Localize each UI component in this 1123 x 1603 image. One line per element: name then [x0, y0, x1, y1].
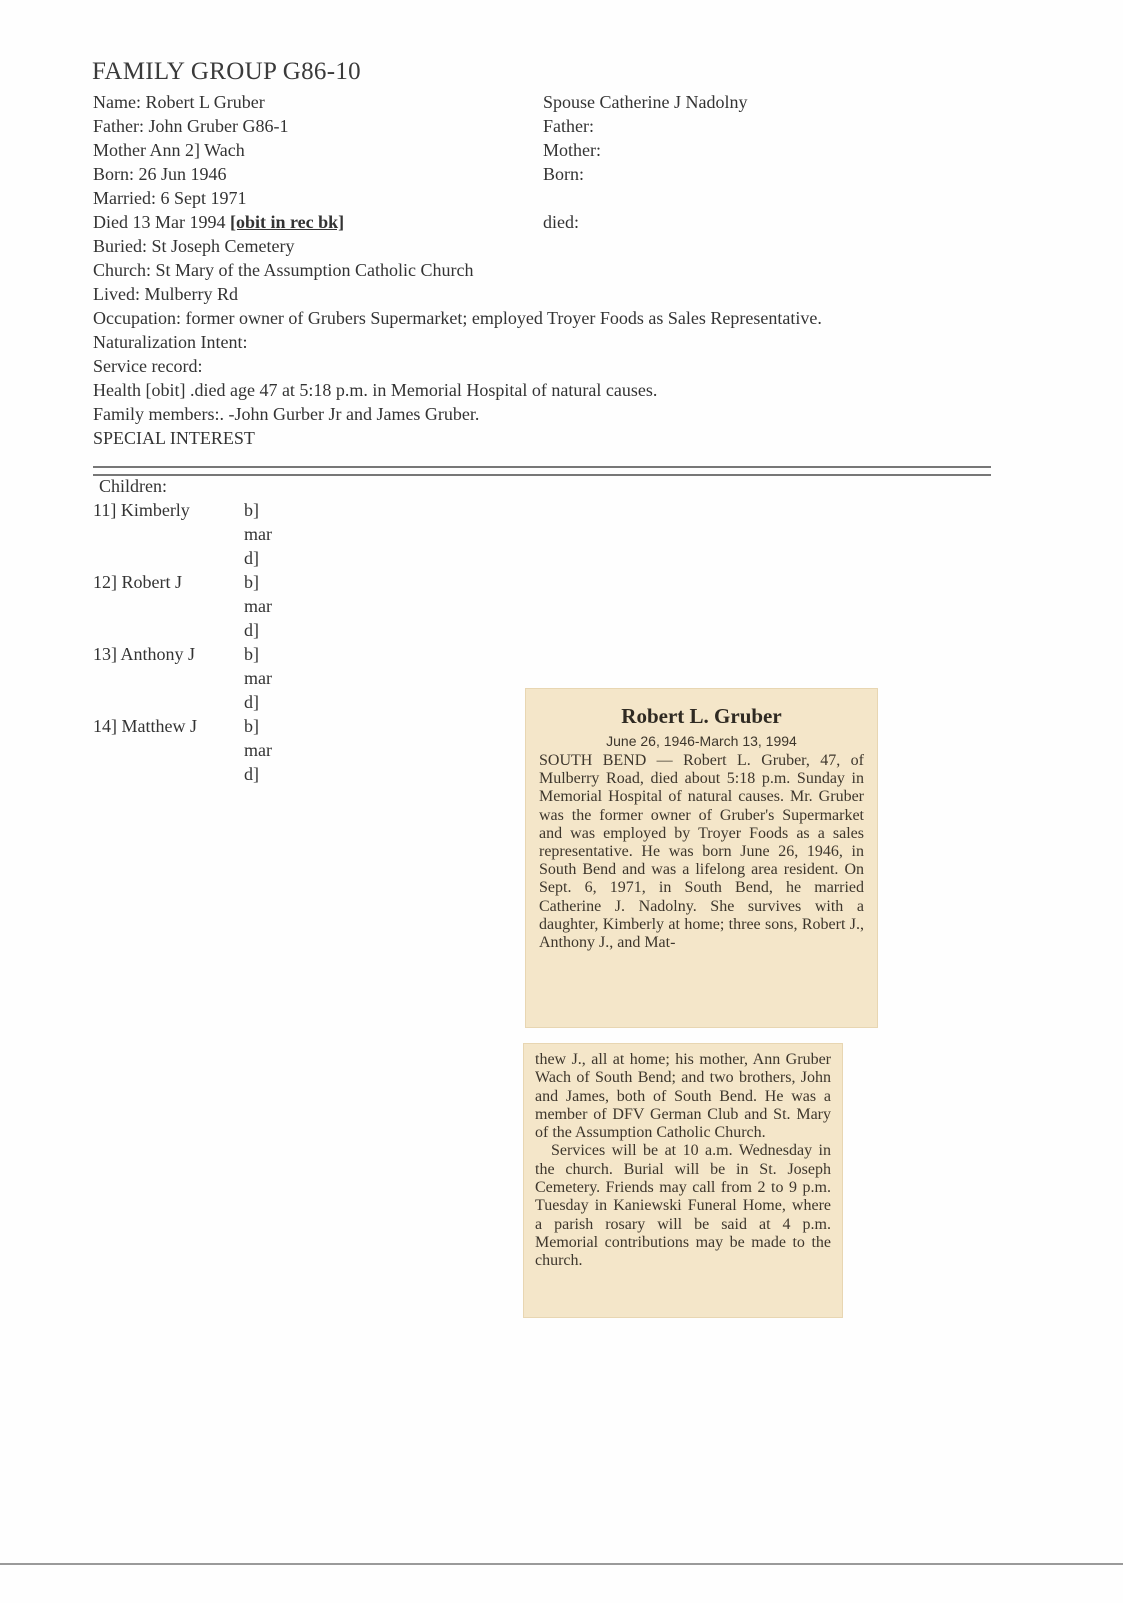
child-name: 12] Robert J	[93, 572, 182, 592]
spouse-father-field: Father:	[543, 116, 594, 136]
child-marriage: mar	[244, 668, 272, 688]
mother-field: Mother Ann 2] Wach	[93, 140, 245, 160]
name-field: Name: Robert L Gruber	[93, 92, 265, 112]
married-field: Married: 6 Sept 1971	[93, 188, 247, 208]
naturalization-field: Naturalization Intent:	[93, 332, 248, 352]
child-marriage: mar	[244, 596, 272, 616]
child-name: 14] Matthew J	[93, 716, 197, 736]
child-name: 13] Anthony J	[93, 644, 196, 664]
obituary-clipping-part-1	[525, 688, 878, 1028]
page-bottom-rule	[0, 1563, 1123, 1565]
died-field-text: Died 13 Mar 1994	[93, 212, 226, 232]
child-birth: b]	[244, 572, 259, 592]
special-interest-field: SPECIAL INTEREST	[93, 428, 255, 448]
child-marriage: mar	[244, 740, 272, 760]
father-field: Father: John Gruber G86-1	[93, 116, 289, 136]
health-field: Health [obit] .died age 47 at 5:18 p.m. in Memorial Hospital of natural causes.	[93, 380, 658, 400]
child-death: d]	[244, 620, 259, 640]
spouse-mother-field: Mother:	[543, 140, 601, 160]
child-death: d]	[244, 692, 259, 712]
died-field	[93, 211, 344, 233]
family-members-field: Family members:. -John Gurber Jr and James Gruber.	[93, 404, 480, 424]
born-field: Born: 26 Jun 1946	[93, 164, 227, 184]
obituary-text	[539, 752, 864, 952]
child-birth: b]	[244, 500, 259, 520]
child-name: 11] Kimberly	[93, 500, 190, 520]
obituary-clipping-part-2	[523, 1043, 843, 1318]
obituary-headline: Robert L. Gruber	[621, 704, 782, 728]
occupation-field: Occupation: former owner of Grubers Supermarket; employed Troyer Foods as Sales Representative.	[93, 308, 822, 328]
spouse-field: Spouse Catherine J Nadolny	[543, 92, 748, 112]
child-birth: b]	[244, 716, 259, 736]
child-marriage: mar	[244, 524, 272, 544]
service-record-field: Service record:	[93, 356, 203, 376]
children-header: Children:	[99, 476, 167, 496]
church-field: Church: St Mary of the Assumption Catholic Church	[93, 260, 474, 280]
obituary-dates: June 26, 1946-March 13, 1994	[606, 733, 797, 749]
page-title: FAMILY GROUP G86-10	[92, 58, 361, 85]
lived-field: Lived: Mulberry Rd	[93, 284, 238, 304]
child-birth: b]	[244, 644, 259, 664]
spouse-died-field: died:	[543, 212, 579, 232]
child-death: d]	[244, 764, 259, 784]
obituary-paragraph: Services will be at 10 a.m. Wednesday in the church. Burial will be in St. Joseph Cemetery. Friends may call from 2 to 9 p.m. Tuesday in Kaniewski Funeral Home, where a parish rosary will be said at 4 p.m. Memorial contributions may be made to the church.	[535, 1142, 831, 1270]
buried-field: Buried: St Joseph Cemetery	[93, 236, 295, 256]
obituary-paragraph: SOUTH BEND — Robert L. Gruber, 47, of Mulberry Road, died about 5:18 p.m. Sunday in Memorial Hospital of natural causes. Mr. Gruber was the former owner of Gruber's Supermarket and was employed by Troyer Foods as a sales representative. He was born June 26, 1946, in South Bend and was a lifelong area resident. On Sept. 6, 1971, in South Bend, he married Catherine J. Nadolny. She survives with a daughter, Kimberly at home; three sons, Robert J., Anthony J., and Mat-	[539, 752, 864, 952]
separator-rule	[93, 466, 991, 476]
spouse-born-field: Born:	[543, 164, 585, 184]
obituary-text	[535, 1051, 831, 1271]
obituary-paragraph: thew J., all at home; his mother, Ann Gruber Wach of South Bend; and two brothers, John and James, both of South Bend. He was a member of DFV German Club and St. Mary of the Assumption Catholic Church.	[535, 1051, 831, 1142]
child-death: d]	[244, 548, 259, 568]
obit-reference: [obit in rec bk]	[229, 212, 345, 232]
